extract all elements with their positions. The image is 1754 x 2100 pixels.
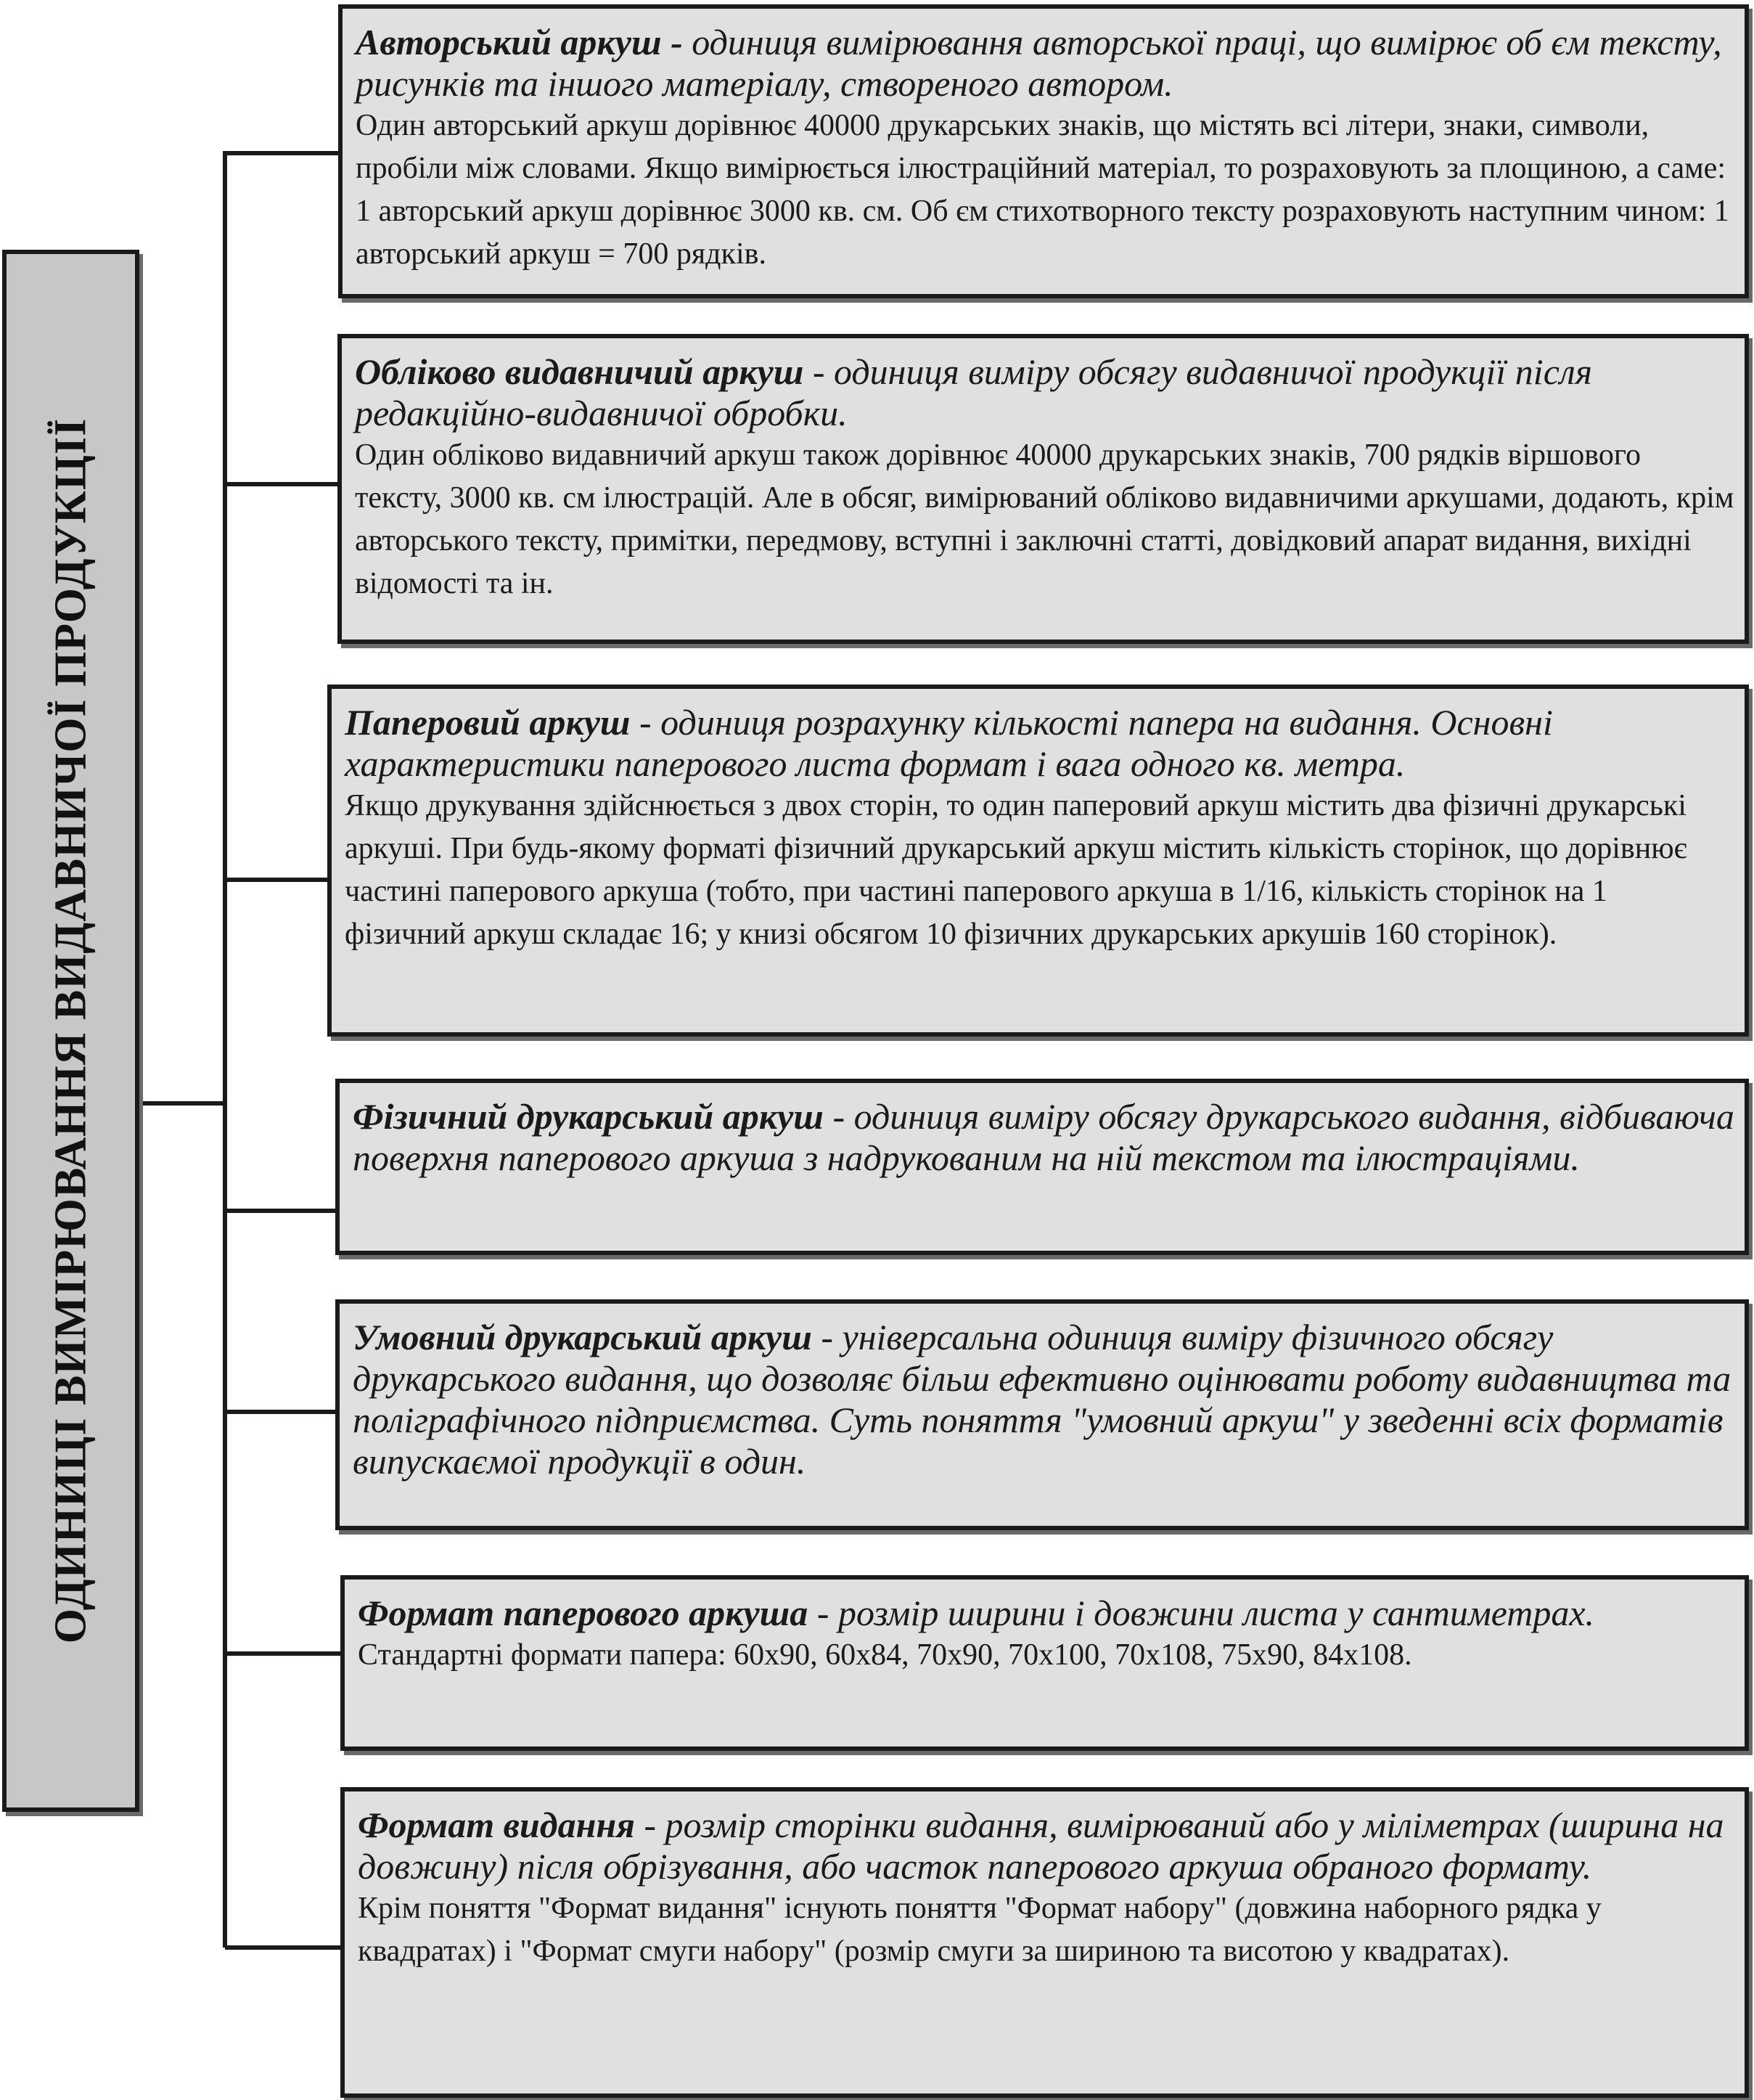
node-term: Формат видання [358, 1805, 635, 1845]
node-lead [353, 1317, 1734, 1482]
node-term: Формат паперового аркуша [358, 1593, 808, 1633]
node-note: Стандартні формати папера: 60x90, 60x84, 70x90, 70x100, 70x108, 75x90, 84x108. [358, 1638, 1412, 1672]
node-physical-printed-sheet [335, 1079, 1749, 1255]
node-lead [358, 1805, 1734, 1887]
node-conventional-printed-sheet [335, 1299, 1749, 1530]
node-accounting-publishing-sheet [337, 334, 1749, 644]
root-node [2, 250, 139, 1812]
node-lead [355, 351, 1734, 434]
node-paper-sheet-format [340, 1575, 1749, 1751]
node-note: Один обліково видавничий аркуш також дорівнює 40000 друкарських знаків, 700 рядків віршового тексту, 3000 кв. см ілюстрацій. Але в обсяг, вимірюваний обліково видавничими аркушами, додають, крім авторського тексту, примітки, передмову, вступні і заключні статті, довідковий апарат видання, вихідні відомості та ін. [355, 438, 1734, 600]
node-term: Авторський аркуш - [356, 22, 683, 62]
node-definition: одиниця вимірювання авторської праці, що вимірює об єм тексту, рисунків та іншого матеріалу, створеного автором. [356, 22, 1722, 104]
node-term: Фізичний друкарський аркуш [353, 1096, 824, 1137]
node-author-sheet [338, 4, 1749, 298]
node-definition: - одиниця виміру обсягу друкарського видання, відбиваюча поверхня паперового аркуша з надрукованим на ній текстом та ілюстраціями. [353, 1096, 1734, 1178]
node-term: Обліково видавничий аркуш [355, 351, 804, 392]
node-paper-sheet [327, 685, 1749, 1037]
node-lead [356, 22, 1734, 105]
node-definition: - одиниця виміру обсягу видавничої продукції після редакційно-видавничої обробки. [355, 351, 1592, 433]
node-definition: - одиниця розрахунку кількості папера на видання. Основні характеристики паперового листа формат і вага одного кв. метра. [345, 702, 1553, 784]
node-term: Паперовий аркуш [345, 702, 631, 743]
node-definition: - розмір сторінки видання, вимірюваний або у міліметрах (ширина на довжину) після обрізування, або часток паперового аркуша обраного формату. [358, 1805, 1724, 1887]
node-note: Крім поняття "Формат видання" існують поняття "Формат набору" (довжина наборного рядка у квадратах) і "Формат смуги набору" (розмір смуги за шириною та висотою у квадратах). [358, 1892, 1602, 1968]
node-lead [358, 1593, 1734, 1634]
root-label: ОДИНИЦІ ВИМІРЮВАННЯ ВИДАВНИЧОЇ ПРОДУКЦІЇ [46, 417, 95, 1644]
node-lead [345, 702, 1734, 785]
node-definition: - універсальна одиниця виміру фізичного обсягу друкарського видання, що дозволяє більш ефективно оцінювати роботу видавництва та поліграфічного підприємства. Суть поняття "умовний аркуш" у зведенні всіх форматів випускаємої продукції в один. [353, 1317, 1732, 1482]
node-note: Один авторський аркуш дорівнює 40000 друкарських знаків, що містять всі літери, знаки, символи, пробіли між словами. Якщо вимірюється ілюстраційний матеріал, то розраховують за площиною, а саме: 1 авторський аркуш дорівнює 3000 кв. см. Об єм стихотворного тексту розраховують наступним чином: 1 авторський аркуш = 700 рядків. [356, 109, 1729, 271]
node-edition-format [340, 1787, 1749, 2098]
node-definition: - розмір ширини і довжини листа у сантиметрах. [808, 1593, 1595, 1633]
node-term: Умовний друкарський аркуш [353, 1317, 812, 1357]
node-note: Якщо друкування здійснюється з двох сторін, то один паперовий аркуш містить два фізичні друкарські аркуші. При будь-якому форматі фізичний друкарський аркуш містить кількість сторінок, що дорівнює частині паперового аркуша (тобто, при частині паперового аркуша в 1/16, кількість сторінок на 1 фізичний аркуш складає 16; у книзі обсягом 10 фізичних друкарських аркушів 160 сторінок). [345, 789, 1687, 951]
node-lead [353, 1096, 1734, 1179]
